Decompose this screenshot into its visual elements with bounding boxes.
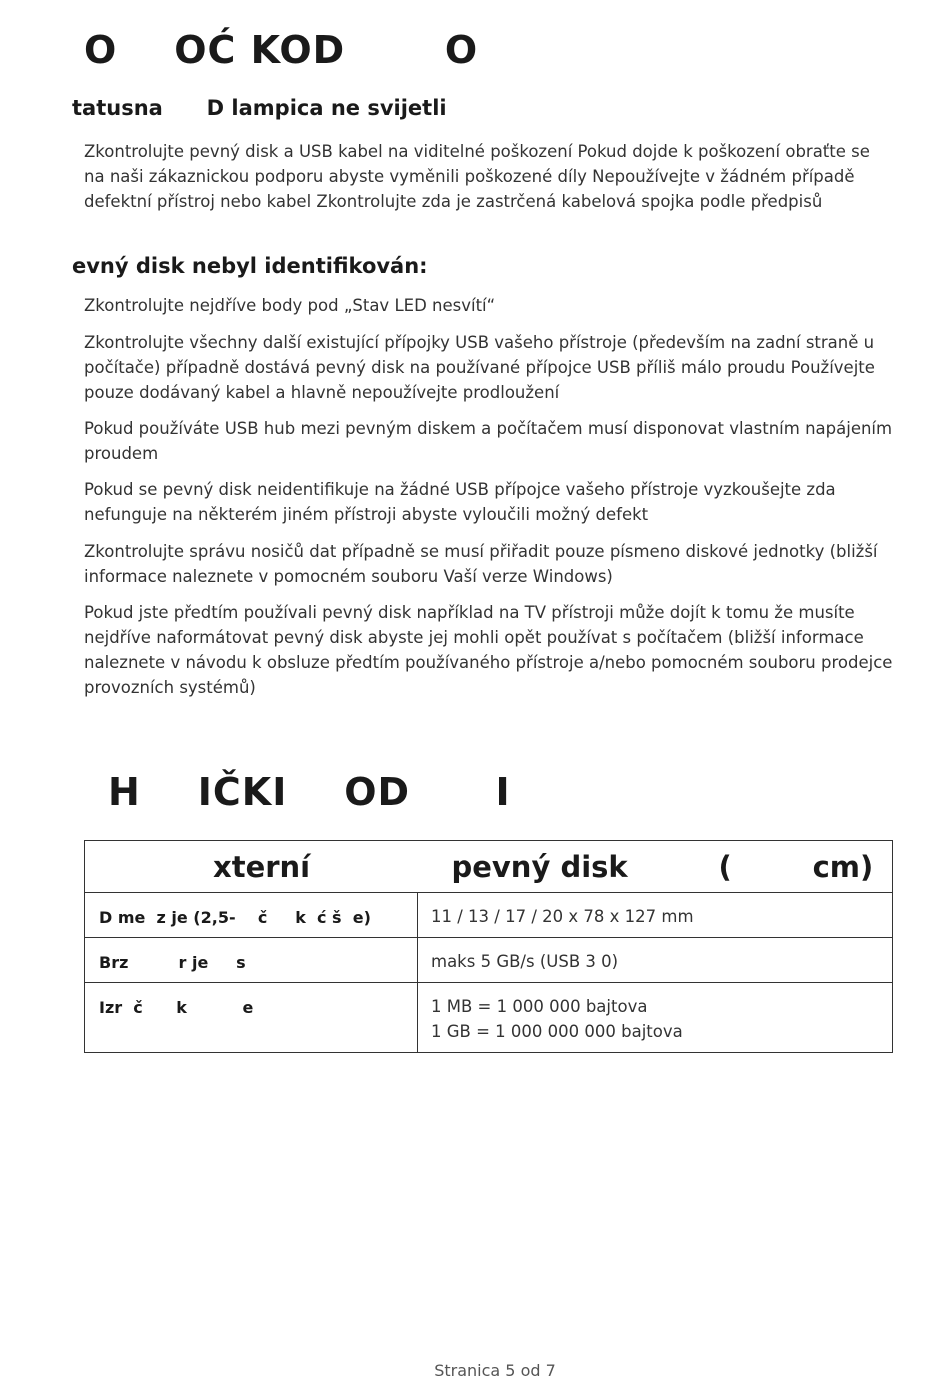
spec-value-capacity: 1 MB = 1 000 000 bajtova 1 GB = 1 000 000 000 bajtova xyxy=(418,983,893,1053)
led-heading: tatusna D lampica ne svijetli xyxy=(72,96,447,120)
spec-value-speed: maks 5 GB/s (USB 3 0) xyxy=(418,938,893,983)
disk-heading: evný disk nebyl identifikován: xyxy=(72,254,428,278)
spec-label-speed: Brz r je s xyxy=(85,938,418,983)
disk-paragraph-3: Pokud používáte USB hub mezi pevným diskem a počítačem musí disponovat vlastním napájením proudem xyxy=(84,419,893,463)
table-row xyxy=(85,983,893,1053)
led-paragraph: Zkontrolujte pevný disk a USB kabel na viditelné poškození Pokud dojde k poškození obraťte se na naši zákaznickou podporu abyste vyměnili poškozené díly Nepoužívejte v žádném případě defektní přístroj nebo kabel Zkontrolujte zda je zastrčená kabelová spojka podle předpisů xyxy=(84,142,870,211)
spec-table-header: xterní pevný disk ( cm) xyxy=(85,841,893,893)
tech-specs-title: H IČKI OD I xyxy=(108,770,511,814)
spec-label-capacity: Izr č k e xyxy=(85,983,418,1053)
disk-paragraph-2: Zkontrolujte všechny další existující přípojky USB vašeho přístroje (především na zadní straně u počítače) případně dostává pevný disk na používané přípojce USB příliš málo proudu Používejte pouze dodávaný kabel a hlavně nepoužívejte prodloužení xyxy=(84,333,875,402)
disk-paragraph-1: Zkontrolujte nejdříve body pod „Stav LED nesvítí“ xyxy=(84,296,496,315)
spec-label-dimensions: D me z je (2,5- č k ć š e) xyxy=(85,893,418,938)
page-footer: Stranica 5 od 7 xyxy=(434,1361,556,1380)
disk-paragraph-5: Zkontrolujte správu nosičů dat případně se musí přiřadit pouze písmeno diskové jednotky (bližší informace naleznete v pomocném souboru Vaší verze Windows) xyxy=(84,542,878,586)
disk-paragraph-6: Pokud jste předtím používali pevný disk například na TV přístroji může dojít k tomu že musíte nejdříve naformátovat pevný disk abyste jej mohli opět používat s počítačem (bližší informace naleznete v návodu k obsluze předtím používaného přístroje a/nebo pomocném souboru prodejce provozních systémů) xyxy=(84,603,893,697)
spec-value-dimensions: 11 / 13 / 17 / 20 x 78 x 127 mm xyxy=(418,893,893,938)
disk-paragraph-4: Pokud se pevný disk neidentifikuje na žádné USB přípojce vašeho přístroje vyzkoušejte zda nefunguje na některém jiném přístroji abyste vyloučili možný defekt xyxy=(84,480,836,524)
table-row xyxy=(85,938,893,983)
troubleshooting-title: O OĆ KOD O xyxy=(84,28,479,72)
table-row xyxy=(85,893,893,938)
spec-table xyxy=(84,840,893,1053)
